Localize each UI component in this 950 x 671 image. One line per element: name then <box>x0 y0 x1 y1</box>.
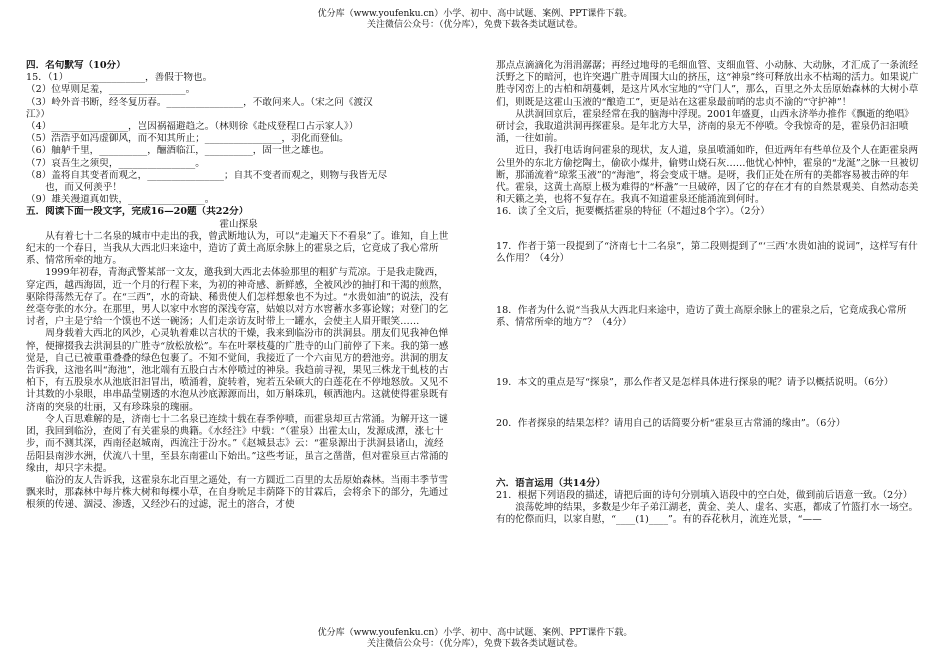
page-header <box>0 9 950 31</box>
question-16: 16．读了全文后，扼要概括霍泉的特征（不超过8个字）。（2分） <box>496 206 770 218</box>
article-title: 霍山探泉 <box>219 218 258 230</box>
section4-title: 四．名句默写（10分） <box>26 60 126 71</box>
answer-space-19 <box>496 390 922 418</box>
q15-line-6: （5）浩浩乎如冯虚御风，而不知其所止；________________，羽化而登仙。 <box>26 133 349 145</box>
article-continuation: 那点点滴滴化为涓涓潺潺；再经过地母的毛细血管、支细血管、小动脉、大动脉，才汇成了一条流经沃野之下的暗河，也许突遇广胜寺周围大山的挤压，这“神泉”终可释放出永不枯竭的活力。如果说广胜寺冈峦上的古柏和胡蔓刺，是这片风水宝地的“守门人”，那么，百里之外太岳原始森林的大树小草们，则既是这霍山玉液的“酿造工”，更是站在这霍泉最前哨的忠贞不渝的“守护神”！ <box>496 60 919 108</box>
article-paragraph-2: 1999年初春，青海武警某部一文友，邀我到大西北去体验那里的粗犷与荒凉。于是我走陇西，穿定西，越西海固，近一个月的行程下来，为初的神奇感、新鲜感，全被风沙的抽打和干渴的煎熬，驱除得荡然无存了。在“三西”，水的奇缺、稀贵使人们怎样想象也不为过。“水贵如油”的说法，没有丝毫夸张的水分。在那里，男人以家中水窖的深浅夸富，姑娘以对方水窖蓄水多寡论嫁；对登门的乞讨者，户主是宁给一个馍也不送一碗汤；人们走亲访友时带上一罐水，会使主人眉开眼笑…… <box>26 267 449 328</box>
answer-space-16 <box>496 219 922 241</box>
question-19: 19．本文的重点是写“探泉”，那么作者又是怎样具体进行探泉的呢？请予以概括说明。（6分） <box>496 377 894 389</box>
section6-title: 六．语言运用（共14分） <box>496 477 606 489</box>
section5-title: 五．阅读下面一段文字，完成16—20题（共22分） <box>26 206 249 218</box>
answer-space-17 <box>496 265 922 305</box>
answer-space-18 <box>496 329 922 377</box>
article-paragraph-4: 令人百思难解的是，济南七十二名泉已连续十载在春季停喷，而霍泉却亘古常涌。为解开这一谜团，我回到临汾，查阅了有关霍泉的典籍。《水经注》中载：“（霍泉）出霍太山，发源成潭，涨七十步，而不测其深，西南径赵城南，西流注于汾水。”《赵城县志》云：“霍泉源出于洪洞县诸山，流经岳阳县南涉水洲，伏流八十里，至县东南霍山下始出。”这些考证，虽言之凿凿，但对霍泉亘古常涌的缘由，却只字未提。 <box>26 413 449 474</box>
left-column <box>26 60 451 605</box>
article-paragraph-5: 临汾的友人告诉我，这霍泉东北百里之遥处，有一方圆近二百里的太岳原始森林。当雨丰季节雪飘来时，那森林中每片株大树和每棵小草，在自身吮足丰荫降下的甘霖后，会将余下的部分，先通过根须的传递、涸浸、渗透，又经沙石的过滤，泥土的溶合，才使 <box>26 474 449 511</box>
q15-line-5: （4）________________，岂因祸福避趋之。（林则徐《赴戍登程口占示家人》） <box>26 121 359 133</box>
q15-line-11: （9）雄关漫道真如铁，________________。 <box>26 194 215 206</box>
article-paragraph-6: 从洪洞回京后，霍泉经常在我的脑海中浮现。2001年盛夏，山西永济举办推作《飘逝的绝唱》研讨会，我取道洪洞再探霍泉。是年北方大旱，济南的泉无不停喷。令我惊奇的是，霍泉仍汩汩喷涌，一往如前。 <box>496 108 914 145</box>
q15-line-8: （7）哀吾生之须臾，________________。 <box>26 157 205 169</box>
q15-line-4: 江》） <box>26 108 50 120</box>
q15-line-10: 也，而又何羡乎！ <box>45 182 122 194</box>
question-20: 20．作者探泉的结果怎样？请用自己的话简要分析“霍泉亘古常涌的缘由”。（6分） <box>496 417 846 429</box>
question-17: 17．作者于第一段提到了“济南七十二名泉”，第二段则提到了“‘三西’水贵如油的说词”，这样写有什么作用？（4分） <box>496 240 918 264</box>
q15-line-2: （2）位卑则足羞，________________。 <box>26 84 196 96</box>
article-paragraph-7: 近日，我打电话询问霍泉的现状，友人道，泉虽喷涌如昨，但近两年有些单位及个人在距霍泉两公里外的东北方偷挖陶土，偷砍小煤井，偷劈山烧石灰……他忧心忡忡，霍泉的“龙涎”之脉一旦被切断，那涌流着“琼浆玉液”的“海池”，将会变成干塘。是呀，我们正处在所有的美都容易被击碎的年代。霍泉，这黄土高原上极为难得的“杯盏”一旦破碎，因了它的存在才有的自然景观美、自然动态美和天籁之美，也将不复存在。我真不知道霍泉还能涌流到何时。 <box>496 145 919 206</box>
article-paragraph-3: 周身载着大西北的风沙，心灵轨着难以言状的干燥，我来到临汾市的洪洞县。朋友们见我神色惮悴，便撺掇我去洪洞县的广胜寺“放松放松”。车在叶翠枝蔓的广胜寺的山门前停了下来。我的第一感觉是，自己已被重重叠叠的绿色包裹了。不知不觉间，我接近了一个六亩见方的碧池旁。洪洞的朋友告诉我，这池名叫“海池”，池北端有五股白古木停喷过的神泉。我趋前寻视，果见三株龙干虬枝的古柏下，有五股泉水从池底汩汩冒出，喷涌着，旋转着，宛若五朵硕大的白莲花在不停地怒放。又见不计其数的小泉眼，串串晶莹剔透的水泡从沙底源源而出，如万斛珠玑，顿洒池内。这就使得霍泉既有济南的突泉的壮丽，又有珍珠泉的瑰丽。 <box>26 328 449 413</box>
answer-space-20 <box>496 430 922 478</box>
article-paragraph-1: 从有着七十二名泉的城市中走出的我，曾武断地认为，可以“走遍天下不看泉”了。谁知，自上世纪末的一个春日，当我从大西北归来途中，造访了黄土高原余脉上的霍泉之后，它竟成了我心常所系、情常所牵的地方。 <box>26 230 449 267</box>
question-21-passage: 浪荡乾坤的结果，多数是少年子弟江湖老，黄金、美人、虚名、实惠，都成了竹篮打水一场空。有的佗傺而归，以家自慰，“____(1)____”。有的吞花秋月，流连光景，“—— <box>496 502 919 526</box>
question-21: 21．根据下列语段的描述，请把后面的诗句分别填入语段中的空白处，做到前后语意一致。（2分） <box>496 490 913 502</box>
footer-line-2: 关注微信公众号：（优分库），免费下载各类试题试卷。 <box>366 639 583 649</box>
header-line-1: 优分库（www.youfenku.cn）小学、初中、高中试题、案例、PPT课件下载。 <box>317 9 633 19</box>
q15-line-7: （6）舳舻千里，__________，酾酒临江，__________，固一世之雄也。 <box>26 145 330 157</box>
q15-line-3: （3）岭外音书断，经冬复历春。________________，不敢问来人。（宋之问《渡汉 <box>26 96 373 108</box>
q15-line-1: 15．（1）________________，善假于物也。 <box>26 72 213 84</box>
question-18: 18．作者为什么说“当我从大西北归来途中，造访了黄土高原余脉上的霍泉之后，它竟成我心常所系、情常所牵的地方”？（4分） <box>496 305 907 329</box>
right-column <box>496 60 922 605</box>
footer-line-1: 优分库（www.youfenku.cn）小学、初中、高中试题、案例、PPT课件下载。 <box>317 628 633 638</box>
header-line-2: 关注微信公众号：（优分库），免费下载各类试题试卷。 <box>366 20 583 30</box>
q15-line-9: （8）盖将自其变者而观之，________________；自其不变者而观之，则物与我皆无尽 <box>26 169 388 181</box>
page-footer <box>0 628 950 650</box>
